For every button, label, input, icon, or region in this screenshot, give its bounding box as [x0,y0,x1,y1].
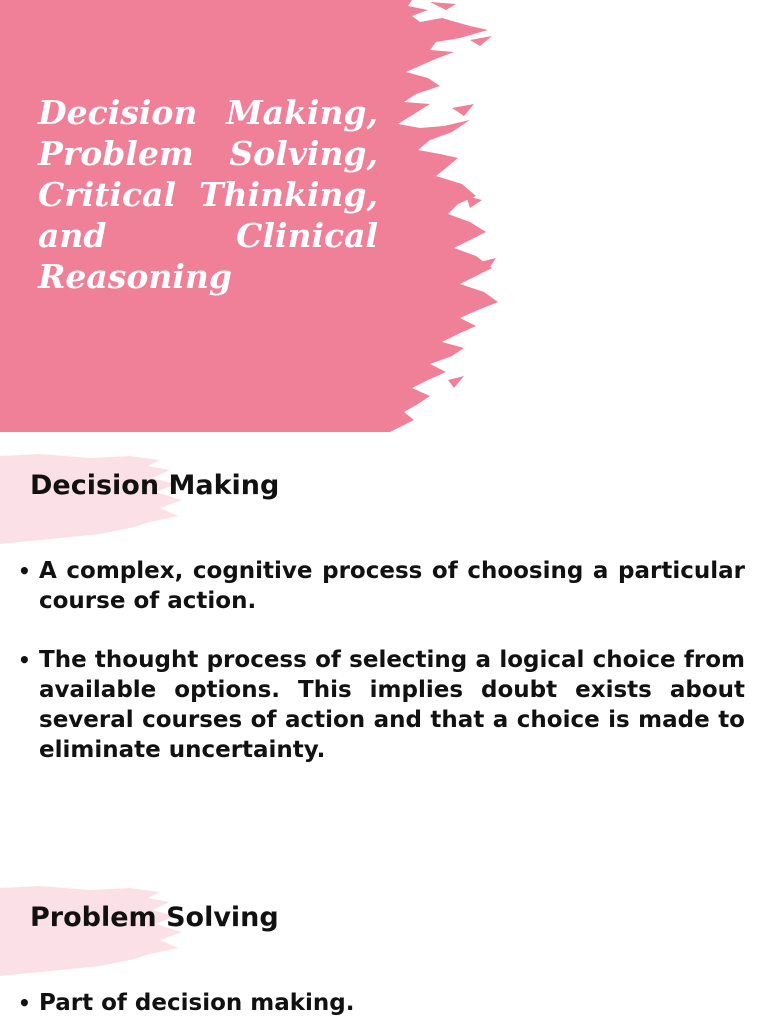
slide-heading: Problem Solving [30,902,279,933]
bullet-text: Part of decision making. [39,990,355,1016]
slide-decision-making [0,432,768,864]
bullet-dot-icon: • [18,991,31,1015]
slide-problem-solving [0,864,768,1024]
bullet-list [18,556,745,794]
bullet-text: The thought process of selecting a logical choice from available options. This implies doubt exists about several courses of action and that a choice is made to eliminate uncertainty. [39,647,745,763]
bullet-dot-icon: • [18,559,31,583]
bullet-item [18,556,745,616]
bullet-list [18,988,745,1024]
bullet-item [18,645,745,765]
bullet-item [18,988,745,1018]
presentation-title: Decision Making, Problem Solving, Critical Thinking, and Clinical Reasoning [38,93,378,296]
bullet-text: A complex, cognitive process of choosing a particular course of action. [39,558,745,614]
slide-heading: Decision Making [30,470,280,501]
bullet-dot-icon: • [18,648,31,672]
title-slide [0,0,768,432]
